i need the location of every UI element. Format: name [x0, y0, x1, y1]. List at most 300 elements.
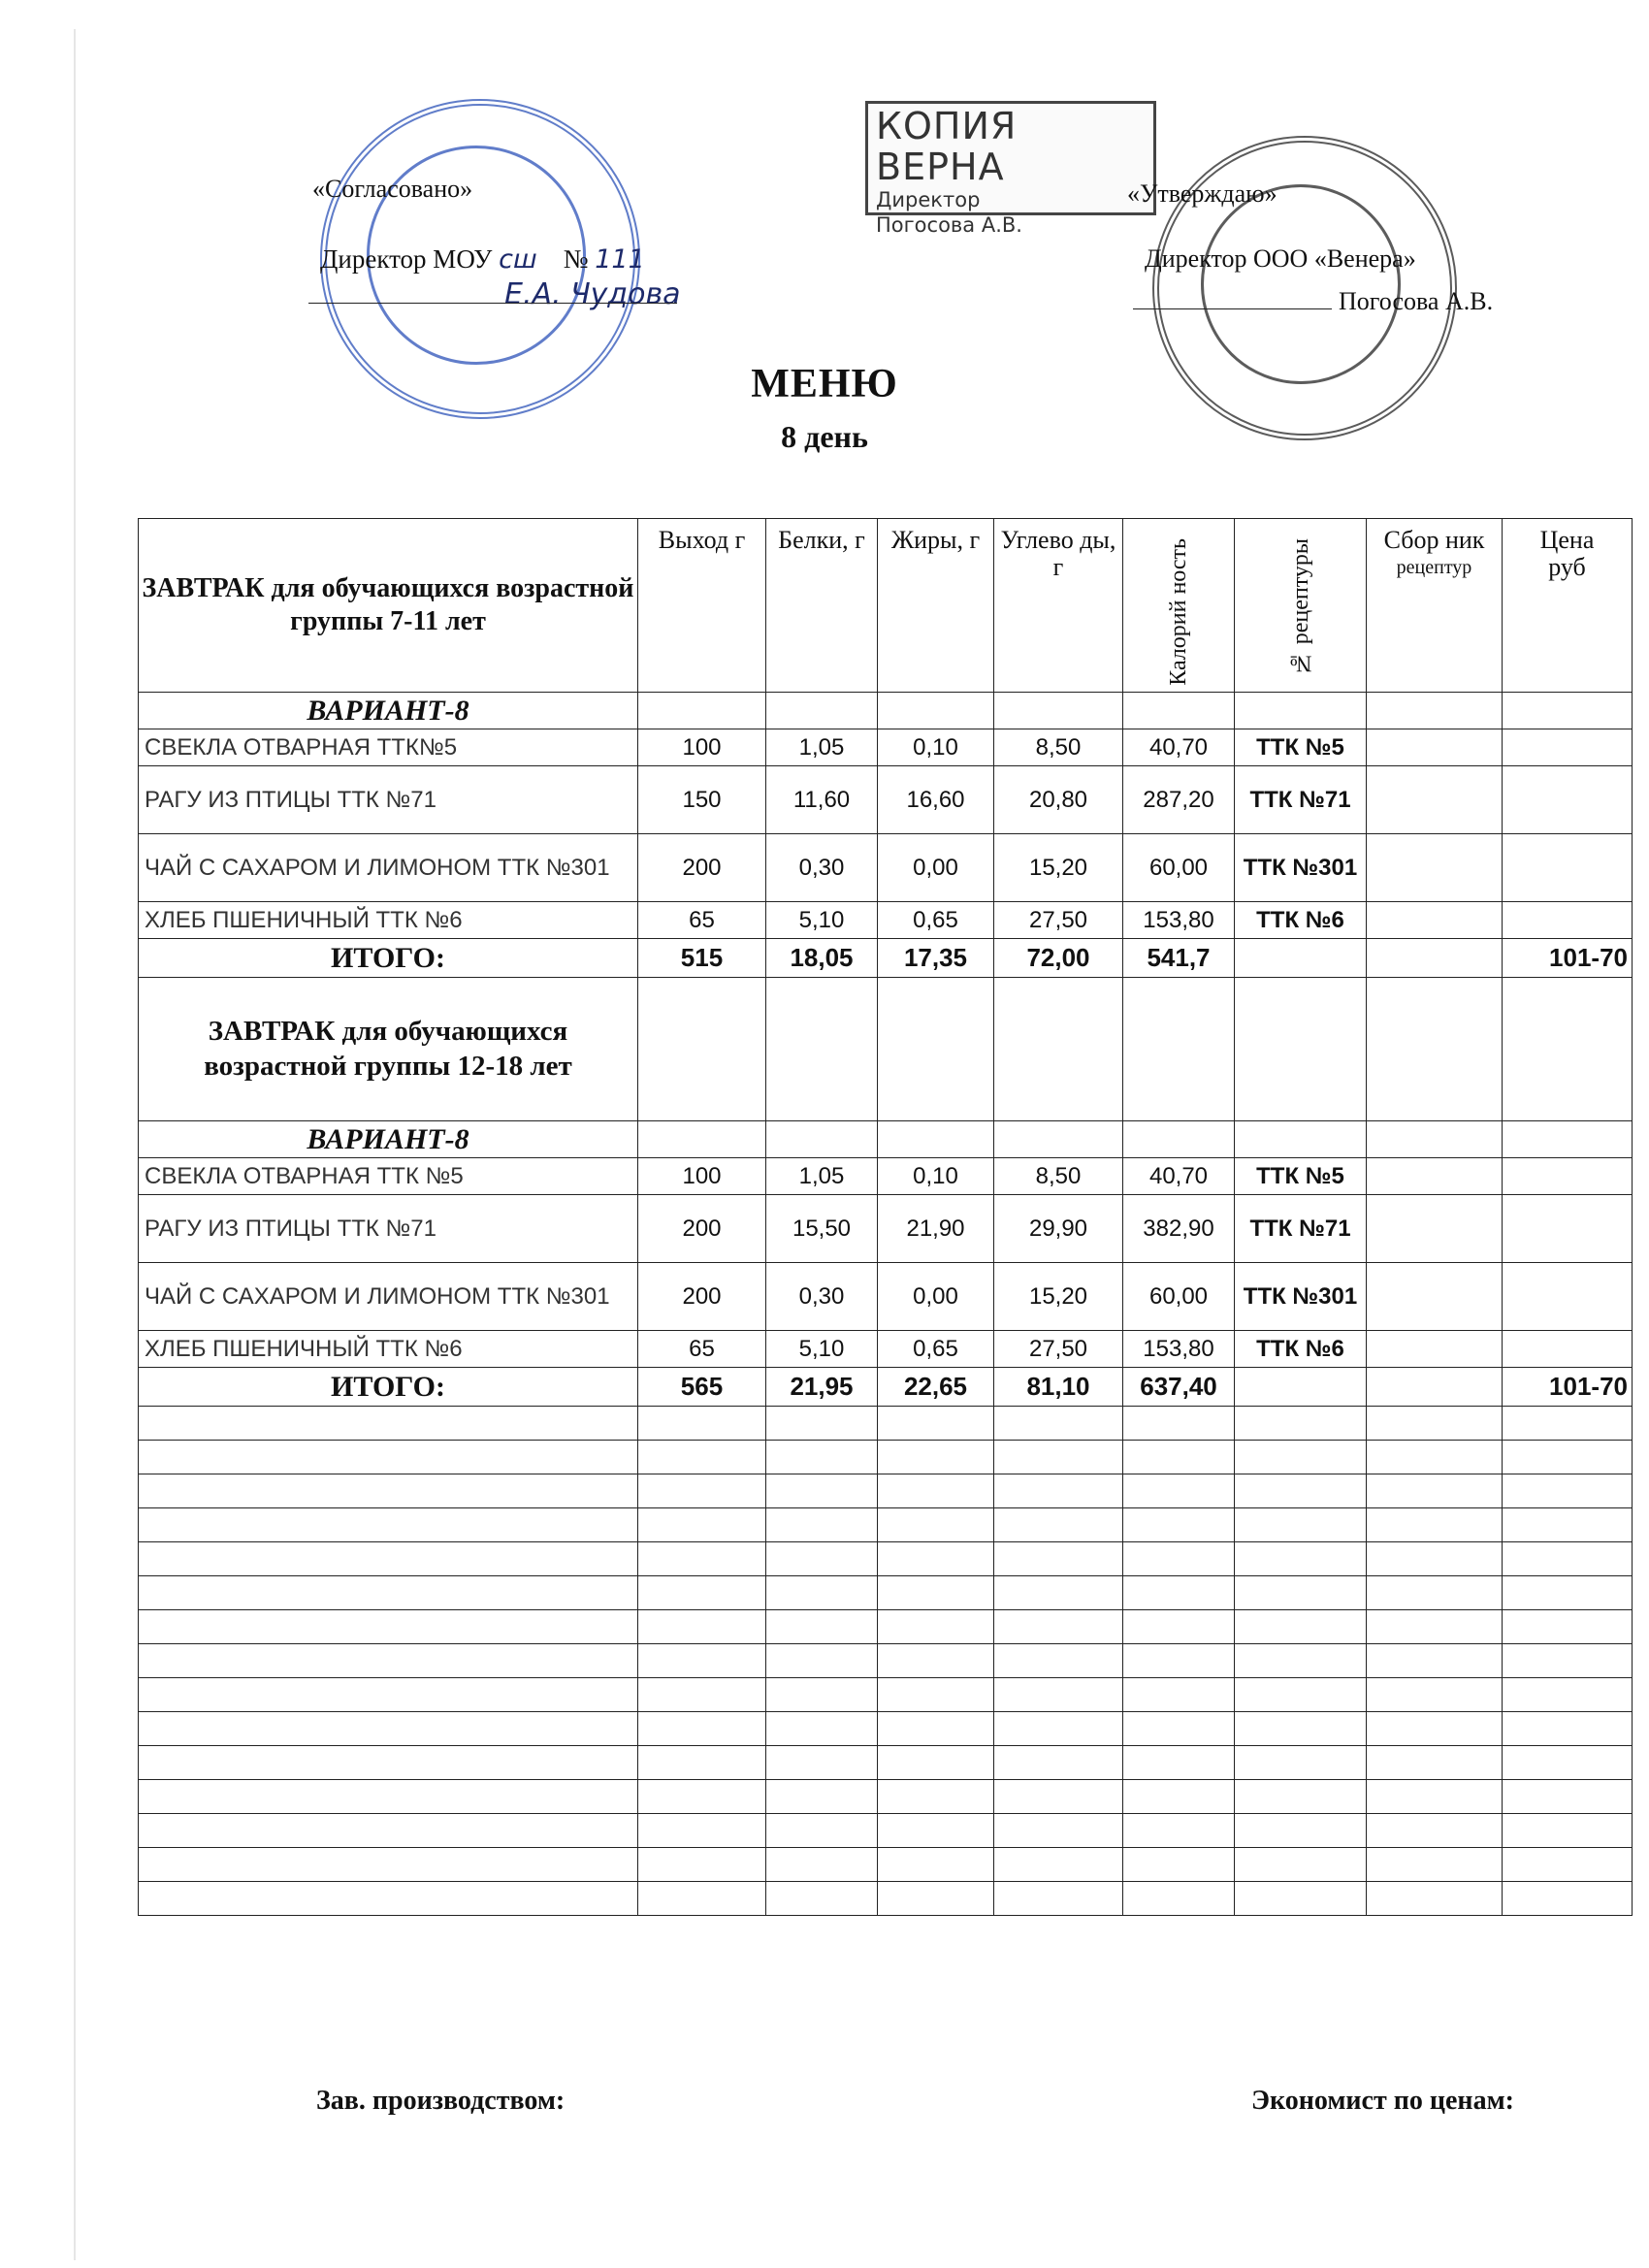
empty-cell	[994, 1677, 1123, 1711]
empty-cell	[1123, 1779, 1235, 1813]
table-cell: 21,90	[878, 1194, 994, 1262]
table-cell: 11,60	[766, 765, 878, 833]
table-row	[139, 729, 1633, 765]
table-cell: 0,30	[766, 1262, 878, 1330]
empty-cell	[1503, 1474, 1633, 1507]
empty-cell	[1367, 938, 1503, 977]
table-cell: 200	[638, 833, 766, 901]
empty-cell	[878, 1541, 994, 1575]
empty-cell	[994, 1541, 1123, 1575]
empty-cell	[1367, 833, 1503, 901]
empty-cell	[994, 977, 1123, 1120]
table-cell: 5,10	[766, 901, 878, 938]
empty-cell	[1503, 729, 1633, 765]
empty-cell	[1503, 1881, 1633, 1915]
empty-cell	[638, 1779, 766, 1813]
empty-cell	[766, 1711, 878, 1745]
director-left-label: Директор МОУ	[320, 244, 493, 274]
empty-cell	[878, 692, 994, 729]
table-cell: 0,10	[878, 1157, 994, 1194]
empty-cell	[878, 1120, 994, 1157]
table-cell: 8,50	[994, 1157, 1123, 1194]
empty-cell	[878, 1745, 994, 1779]
empty-cell	[638, 1881, 766, 1915]
empty-row	[139, 1711, 1633, 1745]
total-price: 101-70	[1503, 1367, 1633, 1406]
total-row	[139, 1367, 1633, 1406]
table-cell: ТТК №5	[1235, 1157, 1367, 1194]
empty-cell	[139, 1541, 638, 1575]
empty-cell	[994, 1507, 1123, 1541]
empty-cell	[1503, 1575, 1633, 1609]
empty-cell	[1367, 1440, 1503, 1474]
table-cell: 100	[638, 729, 766, 765]
empty-cell	[1367, 977, 1503, 1120]
variant-label: ВАРИАНТ-8	[139, 692, 638, 729]
empty-cell	[994, 1779, 1123, 1813]
empty-row	[139, 1745, 1633, 1779]
table-cell: ТТК №71	[1235, 765, 1367, 833]
empty-cell	[878, 977, 994, 1120]
empty-cell	[1235, 1541, 1367, 1575]
table-cell: ЧАЙ С САХАРОМ И ЛИМОНОМ ТТК №301	[139, 1262, 638, 1330]
table-cell: 382,90	[1123, 1194, 1235, 1262]
empty-cell	[766, 1575, 878, 1609]
table-cell: 0,00	[878, 833, 994, 901]
empty-cell	[139, 1406, 638, 1440]
table-cell: 65	[638, 1330, 766, 1367]
empty-cell	[1367, 1194, 1503, 1262]
table-cell: 565	[638, 1367, 766, 1406]
empty-cell	[1123, 977, 1235, 1120]
col-price: Цена руб	[1503, 519, 1633, 693]
empty-cell	[1123, 1609, 1235, 1643]
empty-cell	[638, 1745, 766, 1779]
table-cell: 0,00	[878, 1262, 994, 1330]
empty-cell	[878, 1813, 994, 1847]
table-cell: 16,60	[878, 765, 994, 833]
empty-cell	[1123, 1440, 1235, 1474]
empty-cell	[1367, 1507, 1503, 1541]
empty-cell	[1503, 1541, 1633, 1575]
empty-cell	[994, 1813, 1123, 1847]
empty-cell	[878, 1881, 994, 1915]
col-recipe-number: № рецептуры	[1235, 519, 1367, 693]
empty-cell	[1367, 1813, 1503, 1847]
empty-cell	[638, 1575, 766, 1609]
empty-cell	[1123, 1711, 1235, 1745]
col-carbs: Углево ды, г	[994, 519, 1123, 693]
empty-cell	[1503, 1330, 1633, 1367]
empty-cell	[878, 1609, 994, 1643]
empty-cell	[1235, 1881, 1367, 1915]
empty-cell	[994, 1474, 1123, 1507]
day-label: 8 день	[781, 419, 868, 454]
empty-row	[139, 1440, 1633, 1474]
empty-cell	[139, 1813, 638, 1847]
empty-cell	[1367, 1367, 1503, 1406]
empty-cell	[1503, 1711, 1633, 1745]
empty-cell	[1123, 1541, 1235, 1575]
table-cell: ИТОГО:	[139, 1367, 638, 1406]
empty-cell	[638, 1474, 766, 1507]
empty-cell	[766, 1120, 878, 1157]
table-cell: РАГУ ИЗ ПТИЦЫ ТТК №71	[139, 1194, 638, 1262]
table-cell: 0,10	[878, 729, 994, 765]
empty-cell	[1123, 1120, 1235, 1157]
empty-cell	[1503, 1194, 1633, 1262]
empty-cell	[1367, 1541, 1503, 1575]
table-row	[139, 901, 1633, 938]
table-cell: 8,50	[994, 729, 1123, 765]
empty-cell	[1367, 1406, 1503, 1440]
table-cell: 0,65	[878, 901, 994, 938]
empty-cell	[1503, 1440, 1633, 1474]
empty-cell	[1235, 1575, 1367, 1609]
empty-cell	[1235, 977, 1367, 1120]
empty-row	[139, 1881, 1633, 1915]
empty-cell	[1235, 1120, 1367, 1157]
empty-row	[139, 1813, 1633, 1847]
empty-cell	[1367, 1609, 1503, 1643]
empty-cell	[1503, 1677, 1633, 1711]
table-row	[139, 765, 1633, 833]
empty-cell	[1503, 1157, 1633, 1194]
empty-cell	[1503, 1507, 1633, 1541]
empty-cell	[1503, 901, 1633, 938]
empty-cell	[766, 1440, 878, 1474]
empty-cell	[1367, 1157, 1503, 1194]
empty-cell	[1235, 1507, 1367, 1541]
empty-cell	[1235, 1677, 1367, 1711]
empty-cell	[1367, 901, 1503, 938]
table-cell: 287,20	[1123, 765, 1235, 833]
empty-cell	[1123, 1643, 1235, 1677]
empty-row	[139, 1575, 1633, 1609]
empty-cell	[139, 1474, 638, 1507]
empty-row	[139, 1474, 1633, 1507]
table-cell: 60,00	[1123, 1262, 1235, 1330]
table-cell: 15,20	[994, 1262, 1123, 1330]
empty-cell	[994, 1120, 1123, 1157]
empty-cell	[994, 1575, 1123, 1609]
empty-cell	[139, 1575, 638, 1609]
empty-cell	[994, 1406, 1123, 1440]
table-cell: ЧАЙ С САХАРОМ И ЛИМОНОМ ТТК №301	[139, 833, 638, 901]
empty-cell	[1503, 977, 1633, 1120]
empty-cell	[638, 692, 766, 729]
empty-cell	[766, 1677, 878, 1711]
empty-cell	[1235, 938, 1367, 977]
director-left-number: 111	[595, 244, 645, 275]
director-right-name: Погосова А.В.	[1339, 287, 1494, 315]
empty-cell	[994, 1745, 1123, 1779]
empty-cell	[766, 1813, 878, 1847]
empty-cell	[139, 1847, 638, 1881]
table-cell: 60,00	[1123, 833, 1235, 901]
empty-cell	[638, 1120, 766, 1157]
table-cell: 200	[638, 1194, 766, 1262]
empty-cell	[1503, 1643, 1633, 1677]
table-cell: ТТК №5	[1235, 729, 1367, 765]
table-header-row	[139, 519, 1633, 693]
table-cell: 15,20	[994, 833, 1123, 901]
empty-cell	[1235, 1711, 1367, 1745]
table-cell: 65	[638, 901, 766, 938]
empty-cell	[1367, 1847, 1503, 1881]
empty-cell	[1123, 1813, 1235, 1847]
empty-cell	[878, 1677, 994, 1711]
agreed-label: «Согласовано»	[312, 175, 473, 203]
empty-row	[139, 1643, 1633, 1677]
empty-cell	[994, 1440, 1123, 1474]
empty-cell	[139, 1643, 638, 1677]
table-cell: 72,00	[994, 938, 1123, 977]
table-cell: СВЕКЛА ОТВАРНАЯ ТТК №5	[139, 1157, 638, 1194]
empty-cell	[1503, 692, 1633, 729]
table-cell: 29,90	[994, 1194, 1123, 1262]
empty-cell	[139, 1711, 638, 1745]
table-cell: ТТК №301	[1235, 833, 1367, 901]
section2-heading-row	[139, 977, 1633, 1120]
empty-cell	[878, 1711, 994, 1745]
empty-cell	[1367, 1474, 1503, 1507]
empty-cell	[1123, 1507, 1235, 1541]
table-cell: 100	[638, 1157, 766, 1194]
empty-cell	[638, 1677, 766, 1711]
empty-cell	[638, 1406, 766, 1440]
table-cell: 1,05	[766, 1157, 878, 1194]
empty-cell	[1503, 1609, 1633, 1643]
table-cell: 637,40	[1123, 1367, 1235, 1406]
empty-cell	[1367, 1330, 1503, 1367]
empty-cell	[139, 1779, 638, 1813]
empty-cell	[878, 1440, 994, 1474]
empty-cell	[878, 1474, 994, 1507]
signature-line-left	[308, 303, 677, 304]
empty-cell	[1503, 1847, 1633, 1881]
empty-cell	[878, 1406, 994, 1440]
table-cell: 150	[638, 765, 766, 833]
empty-cell	[766, 1643, 878, 1677]
table-cell: ХЛЕБ ПШЕНИЧНЫЙ ТТК №6	[139, 1330, 638, 1367]
table-cell: 22,65	[878, 1367, 994, 1406]
table-cell: 40,70	[1123, 1157, 1235, 1194]
empty-cell	[638, 1643, 766, 1677]
empty-cell	[1367, 1745, 1503, 1779]
empty-cell	[994, 1643, 1123, 1677]
empty-cell	[766, 1881, 878, 1915]
empty-cell	[638, 1541, 766, 1575]
empty-cell	[1123, 1881, 1235, 1915]
table-cell: 153,80	[1123, 1330, 1235, 1367]
section1-heading: ЗАВТРАК для обучающихся возрастной группы 7-11 лет	[139, 519, 638, 693]
empty-row	[139, 1847, 1633, 1881]
empty-cell	[1235, 1847, 1367, 1881]
table-cell: ТТК №6	[1235, 1330, 1367, 1367]
table-cell: 200	[638, 1262, 766, 1330]
table-cell: ТТК №301	[1235, 1262, 1367, 1330]
empty-row	[139, 1507, 1633, 1541]
table-row	[139, 833, 1633, 901]
empty-cell	[139, 1881, 638, 1915]
empty-cell	[1235, 1813, 1367, 1847]
empty-cell	[878, 1575, 994, 1609]
empty-cell	[638, 1813, 766, 1847]
empty-cell	[766, 692, 878, 729]
footer-production-manager: Зав. производством:	[316, 2086, 566, 2116]
empty-cell	[1503, 765, 1633, 833]
empty-cell	[1123, 692, 1235, 729]
empty-cell	[878, 1779, 994, 1813]
stamp-line2: Погосова А.В.	[876, 213, 1022, 237]
col-fat: Жиры, г	[878, 519, 994, 693]
empty-cell	[1367, 1120, 1503, 1157]
empty-cell	[1235, 1609, 1367, 1643]
empty-row	[139, 1779, 1633, 1813]
empty-cell	[1123, 1847, 1235, 1881]
table-cell: РАГУ ИЗ ПТИЦЫ ТТК №71	[139, 765, 638, 833]
empty-cell	[139, 1745, 638, 1779]
table-row	[139, 1262, 1633, 1330]
table-row	[139, 1194, 1633, 1262]
empty-row	[139, 1406, 1633, 1440]
empty-cell	[1123, 1677, 1235, 1711]
empty-cell	[1503, 833, 1633, 901]
empty-cell	[1235, 1406, 1367, 1440]
table-cell: 15,50	[766, 1194, 878, 1262]
empty-cell	[994, 1847, 1123, 1881]
empty-cell	[1123, 1745, 1235, 1779]
table-cell: 21,95	[766, 1367, 878, 1406]
table-cell: 0,65	[878, 1330, 994, 1367]
empty-cell	[638, 1609, 766, 1643]
table-cell: 1,05	[766, 729, 878, 765]
signature-line-right	[1133, 308, 1332, 309]
empty-cell	[766, 1609, 878, 1643]
table-row	[139, 1157, 1633, 1194]
empty-cell	[766, 1474, 878, 1507]
empty-cell	[1503, 1262, 1633, 1330]
menu-table	[138, 518, 1633, 1916]
table-cell: 5,10	[766, 1330, 878, 1367]
empty-cell	[766, 1847, 878, 1881]
variant-row	[139, 692, 1633, 729]
director-left-handwritten: сш	[499, 244, 537, 275]
table-cell: 17,35	[878, 938, 994, 977]
empty-cell	[139, 1609, 638, 1643]
empty-cell	[1235, 692, 1367, 729]
table-cell: 153,80	[1123, 901, 1235, 938]
variant-label: ВАРИАНТ-8	[139, 1120, 638, 1157]
table-cell: 20,80	[994, 765, 1123, 833]
empty-row	[139, 1677, 1633, 1711]
empty-cell	[1123, 1406, 1235, 1440]
empty-cell	[638, 1711, 766, 1745]
empty-cell	[1503, 1120, 1633, 1157]
empty-cell	[1367, 729, 1503, 765]
empty-row	[139, 1609, 1633, 1643]
empty-cell	[1367, 1711, 1503, 1745]
table-cell: ХЛЕБ ПШЕНИЧНЫЙ ТТК №6	[139, 901, 638, 938]
table-cell: ТТК №6	[1235, 901, 1367, 938]
table-row	[139, 1330, 1633, 1367]
stamp-line1: Директор	[876, 188, 981, 211]
empty-cell	[1367, 1575, 1503, 1609]
empty-cell	[1235, 1779, 1367, 1813]
empty-cell	[1235, 1643, 1367, 1677]
empty-cell	[1367, 1677, 1503, 1711]
empty-cell	[878, 1643, 994, 1677]
empty-cell	[139, 1677, 638, 1711]
variant-row	[139, 1120, 1633, 1157]
director-left-signature: Е.А. Чудова	[504, 277, 681, 311]
empty-cell	[766, 977, 878, 1120]
empty-cell	[994, 1711, 1123, 1745]
empty-cell	[1367, 1779, 1503, 1813]
empty-cell	[766, 1779, 878, 1813]
page-title: МЕНЮ	[751, 362, 898, 406]
table-cell: СВЕКЛА ОТВАРНАЯ ТТК№5	[139, 729, 638, 765]
empty-cell	[1367, 1881, 1503, 1915]
empty-cell	[1235, 1474, 1367, 1507]
empty-cell	[1235, 1440, 1367, 1474]
empty-cell	[1367, 692, 1503, 729]
table-cell: 0,30	[766, 833, 878, 901]
table-cell: 541,7	[1123, 938, 1235, 977]
empty-cell	[766, 1406, 878, 1440]
empty-cell	[1367, 1643, 1503, 1677]
table-cell: ТТК №71	[1235, 1194, 1367, 1262]
empty-cell	[139, 1440, 638, 1474]
empty-cell	[878, 1507, 994, 1541]
empty-cell	[638, 977, 766, 1120]
empty-cell	[878, 1847, 994, 1881]
empty-cell	[994, 1881, 1123, 1915]
director-left	[320, 244, 645, 275]
col-calories: Калорий ность	[1123, 519, 1235, 693]
table-cell: 18,05	[766, 938, 878, 977]
table-cell: 81,10	[994, 1367, 1123, 1406]
empty-cell	[994, 692, 1123, 729]
empty-cell	[994, 1609, 1123, 1643]
empty-cell	[1235, 1367, 1367, 1406]
director-left-number-label: №	[563, 244, 589, 274]
table-cell: 515	[638, 938, 766, 977]
table-cell: ИТОГО:	[139, 938, 638, 977]
empty-cell	[1235, 1745, 1367, 1779]
empty-cell	[1503, 1745, 1633, 1779]
empty-cell	[1367, 765, 1503, 833]
empty-cell	[766, 1507, 878, 1541]
section2-heading: ЗАВТРАК для обучающихся возрастной группы 12-18 лет	[139, 977, 638, 1120]
empty-cell	[638, 1847, 766, 1881]
empty-row	[139, 1541, 1633, 1575]
footer-price-economist: Экономист по ценам:	[1251, 2086, 1514, 2116]
total-row	[139, 938, 1633, 977]
empty-cell	[1123, 1575, 1235, 1609]
stamp-title: КОПИЯ ВЕРНА	[876, 105, 1018, 188]
empty-cell	[766, 1745, 878, 1779]
table-cell: 27,50	[994, 1330, 1123, 1367]
col-protein: Белки, г	[766, 519, 878, 693]
empty-cell	[1123, 1474, 1235, 1507]
empty-cell	[1503, 1813, 1633, 1847]
director-right: Директор ООО «Венера»	[1145, 244, 1416, 273]
col-collection: Сбор ник рецептур	[1367, 519, 1503, 693]
company-seal-inner-ring	[1201, 184, 1401, 384]
copy-verified-stamp	[865, 101, 1156, 237]
